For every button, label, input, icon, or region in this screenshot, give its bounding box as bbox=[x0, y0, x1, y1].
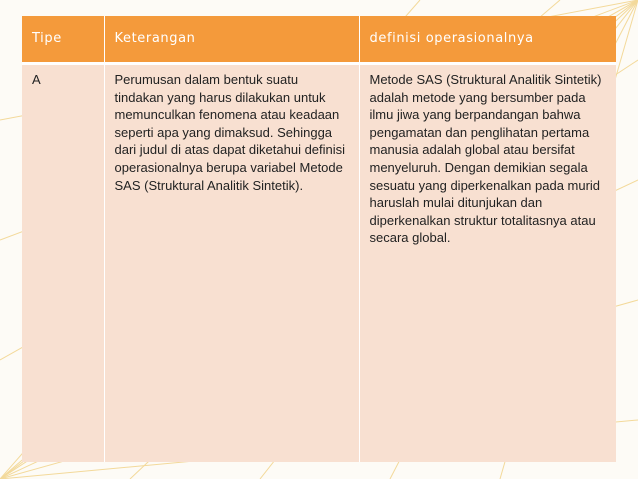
header-definisi: definisi operasionalnya bbox=[359, 16, 616, 64]
definition-table-container bbox=[22, 16, 616, 462]
cell-definisi: Metode SAS (Struktural Analitik Sintetik) adalah metode yang bersumber pada ilmu jiwa yang berpandangan bahwa pengamatan dan penglihatan pertama manusia adalah global atau bersifat menyeluruh. Dengan demikian segala sesuatu yang diperkenalkan pada murid haruslah mulai ditunjukan dan diperkenalkan struktur totalitasnya atau secara global. bbox=[359, 64, 616, 463]
cell-keterangan: Perumusan dalam bentuk suatu tindakan yang harus dilakukan untuk memunculkan fenomena atau keadaan seperti apa yang dimaksud. Sehingga dari judul di atas dapat diketahui definisi operasionalnya berupa variabel Metode SAS (Struktural Analitik Sintetik). bbox=[104, 64, 359, 463]
table-header-row bbox=[22, 16, 616, 64]
table-row bbox=[22, 64, 616, 463]
definition-table bbox=[22, 16, 616, 462]
header-tipe: Tipe bbox=[22, 16, 104, 64]
cell-tipe: A bbox=[22, 64, 104, 463]
header-keterangan: Keterangan bbox=[104, 16, 359, 64]
